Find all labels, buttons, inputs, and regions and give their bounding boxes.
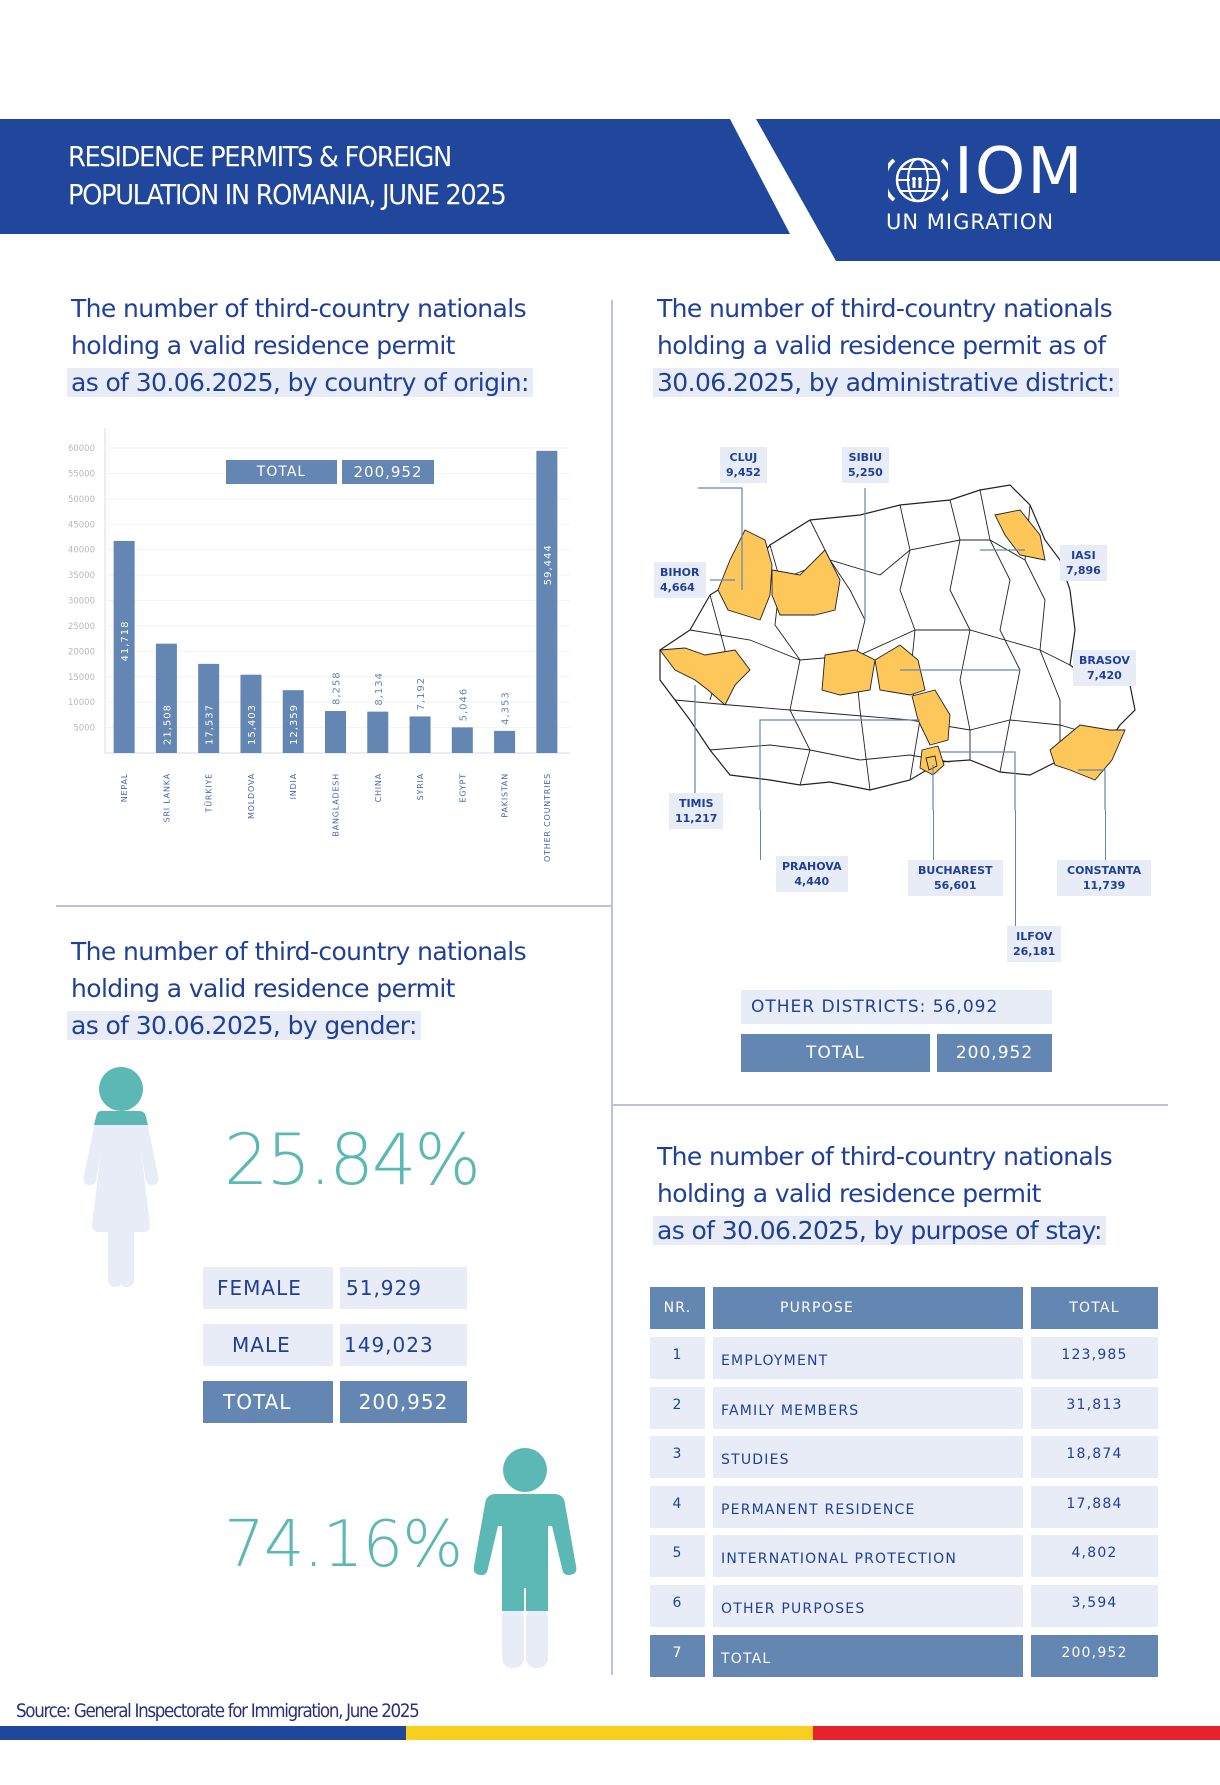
y-tick-label: 15000 <box>67 672 95 683</box>
y-tick-label: 45000 <box>67 520 95 531</box>
flag-stripe-blue <box>0 1726 406 1740</box>
iom-globe-icon <box>888 152 948 208</box>
map-label-constanta: CONSTANTA 11,739 <box>1057 860 1151 896</box>
purpose-section-title <box>657 1138 1112 1249</box>
female-label: FEMALE <box>203 1267 333 1309</box>
map-label-ilfov: ILFOV 26,181 <box>1007 926 1061 962</box>
district-title-line-1: The number of third-country nationals <box>657 294 1113 323</box>
female-value: 51,929 <box>340 1267 467 1309</box>
other-districts: OTHER DISTRICTS: 56,092 <box>741 990 1052 1024</box>
x-tick-label: SRI LANKA <box>162 773 172 823</box>
bar-value-label: 8,258 <box>331 671 343 706</box>
flag-stripe-yellow <box>406 1726 813 1740</box>
purpose-title-line-1: The number of third-country nationals <box>657 1142 1113 1171</box>
table-cell-purpose: OTHER PURPOSES <box>713 1585 1023 1627</box>
bar-value-label: 4,353 <box>500 691 512 725</box>
bar-china <box>367 712 388 753</box>
district-section-title <box>657 290 1119 401</box>
x-tick-label: MOLDOVA <box>246 773 256 820</box>
table-cell-total: 18,874 <box>1031 1436 1158 1478</box>
map-label-brasov: BRASOV 7,420 <box>1073 650 1136 686</box>
gender-section-title <box>71 933 526 1044</box>
male-value: 149,023 <box>340 1324 467 1366</box>
leader-bucharest-ext <box>933 810 934 862</box>
table-cell-purpose: INTERNATIONAL PROTECTION <box>713 1535 1023 1577</box>
country-title-line-2: holding a valid residence permit <box>71 331 455 360</box>
bar-pakistan <box>494 731 515 753</box>
female-percentage: 25.84% <box>224 1119 479 1201</box>
district-title-line-3: 30.06.2025, by administrative district: <box>653 368 1119 397</box>
y-tick-label: 20000 <box>67 647 95 658</box>
romania-map <box>650 480 1140 810</box>
table-cell-purpose: FAMILY MEMBERS <box>713 1387 1023 1429</box>
y-tick-label: 35000 <box>67 571 95 582</box>
gender-total-value: 200,952 <box>340 1381 467 1423</box>
gender-total-label: TOTAL <box>203 1381 333 1423</box>
y-tick-label: 25000 <box>67 621 95 632</box>
table-cell-purpose: PERMANENT RESIDENCE <box>713 1486 1023 1528</box>
country-title-line-3: as of 30.06.2025, by country of origin: <box>67 368 533 397</box>
bar-value-label: 8,134 <box>373 672 385 706</box>
table-header-purpose: PURPOSE <box>713 1287 1023 1329</box>
bar-value-label: 7,192 <box>416 676 428 711</box>
gender-title-line-1: The number of third-country nationals <box>71 937 527 966</box>
table-cell-nr: 6 <box>650 1585 705 1627</box>
map-total-label: TOTAL <box>741 1034 930 1072</box>
flag-stripe-red <box>813 1726 1220 1740</box>
table-cell-total: 200,952 <box>1031 1635 1158 1677</box>
x-tick-label: OTHER COUNTRIES <box>542 773 552 863</box>
bar-syria <box>410 716 431 753</box>
table-cell-nr: 3 <box>650 1436 705 1478</box>
bar-value-label: 41,718 <box>120 620 132 662</box>
male-label: MALE <box>203 1324 333 1366</box>
purpose-title-line-3: as of 30.06.2025, by purpose of stay: <box>653 1216 1106 1245</box>
table-cell-nr: 4 <box>650 1486 705 1528</box>
country-bar-chart <box>50 428 590 898</box>
table-cell-purpose: EMPLOYMENT <box>713 1337 1023 1379</box>
table-cell-total: 4,802 <box>1031 1535 1158 1577</box>
x-tick-label: PAKISTAN <box>500 773 510 818</box>
table-cell-nr: 5 <box>650 1535 705 1577</box>
horizontal-divider-right <box>612 1104 1168 1106</box>
table-cell-total: 31,813 <box>1031 1387 1158 1429</box>
leader-constanta-ext <box>1105 810 1106 860</box>
map-label-sibiu: SIBIU 5,250 <box>842 447 889 483</box>
table-cell-total: 3,594 <box>1031 1585 1158 1627</box>
x-tick-label: SYRIA <box>416 773 426 801</box>
x-tick-label: CHINA <box>373 773 383 803</box>
map-label-prahova: PRAHOVA 4,440 <box>776 856 848 892</box>
table-cell-nr: 2 <box>650 1387 705 1429</box>
map-label-timis: TIMIS 11,217 <box>669 793 723 829</box>
district-title-line-2: holding a valid residence permit as of <box>657 331 1106 360</box>
bar-value-label: 5,046 <box>458 687 470 722</box>
page-title-line-2: POPULATION IN ROMANIA, JUNE 2025 <box>68 178 506 211</box>
bar-egypt <box>452 727 473 753</box>
table-cell-purpose: STUDIES <box>713 1436 1023 1478</box>
bar-value-label: 21,508 <box>162 704 174 745</box>
table-cell-total: 123,985 <box>1031 1337 1158 1379</box>
bar-other-countries <box>536 451 557 753</box>
table-cell-nr: 7 <box>650 1635 705 1677</box>
vertical-divider <box>611 300 613 1675</box>
logo-subtext: UN MIGRATION <box>886 210 1055 234</box>
x-tick-label: TÜRKIYE <box>204 773 214 813</box>
y-tick-label: 40000 <box>67 545 95 556</box>
page-title-line-1: RESIDENCE PERMITS & FOREIGN <box>68 140 451 173</box>
y-tick-label: 60000 <box>67 444 95 454</box>
y-tick-label: 55000 <box>67 469 95 480</box>
table-cell-nr: 1 <box>650 1337 705 1379</box>
page-title <box>68 138 657 214</box>
country-section-title <box>71 290 533 401</box>
chart-total-label: TOTAL <box>226 460 337 484</box>
chart-total-value: 200,952 <box>342 460 434 484</box>
male-icon <box>474 1448 580 1670</box>
iom-logo <box>884 135 1114 238</box>
female-icon <box>68 1067 174 1289</box>
y-tick-label: 5000 <box>73 723 95 734</box>
map-total-value: 200,952 <box>937 1034 1052 1072</box>
bar-value-label: 12,359 <box>289 704 301 745</box>
y-tick-label: 30000 <box>67 596 95 607</box>
map-label-bihor: BIHOR 4,664 <box>654 562 706 598</box>
gender-title-line-3: as of 30.06.2025, by gender: <box>67 1011 421 1040</box>
table-cell-purpose: TOTAL <box>713 1635 1023 1677</box>
map-label-bucharest: BUCHAREST 56,601 <box>908 860 1003 896</box>
leader-prahova-ext <box>760 810 761 860</box>
x-tick-label: INDIA <box>289 773 299 800</box>
leader-ilfov-ext <box>1015 810 1016 930</box>
y-tick-label: 10000 <box>67 698 95 709</box>
x-tick-label: NEPAL <box>120 773 130 803</box>
map-county-sibiu <box>822 650 875 695</box>
purpose-title-line-2: holding a valid residence permit <box>657 1179 1041 1208</box>
map-label-iasi: IASI 7,896 <box>1060 545 1107 581</box>
table-header-nr: NR. <box>650 1287 705 1329</box>
bar-value-label: 15,403 <box>246 704 258 745</box>
x-tick-label: EGYPT <box>458 773 468 803</box>
table-header-total: TOTAL <box>1031 1287 1158 1329</box>
x-tick-label: BANGLADESH <box>331 773 341 837</box>
y-tick-label: 50000 <box>67 494 95 505</box>
map-county-bihor <box>718 530 772 620</box>
table-cell-total: 17,884 <box>1031 1486 1158 1528</box>
bar-value-label: 59,444 <box>542 544 554 586</box>
country-title-line-1: The number of third-country nationals <box>71 294 527 323</box>
logo-text: IOM <box>954 135 1085 209</box>
male-percentage: 74.16% <box>224 1508 463 1582</box>
source-note: Source: General Inspectorate for Immigration, June 2025 <box>16 1700 419 1722</box>
gender-title-line-2: holding a valid residence permit <box>71 974 455 1003</box>
bar-bangladesh <box>325 711 346 753</box>
horizontal-divider-left <box>56 905 612 907</box>
bar-value-label: 17,537 <box>204 704 216 745</box>
map-label-cluj: CLUJ 9,452 <box>720 447 767 483</box>
